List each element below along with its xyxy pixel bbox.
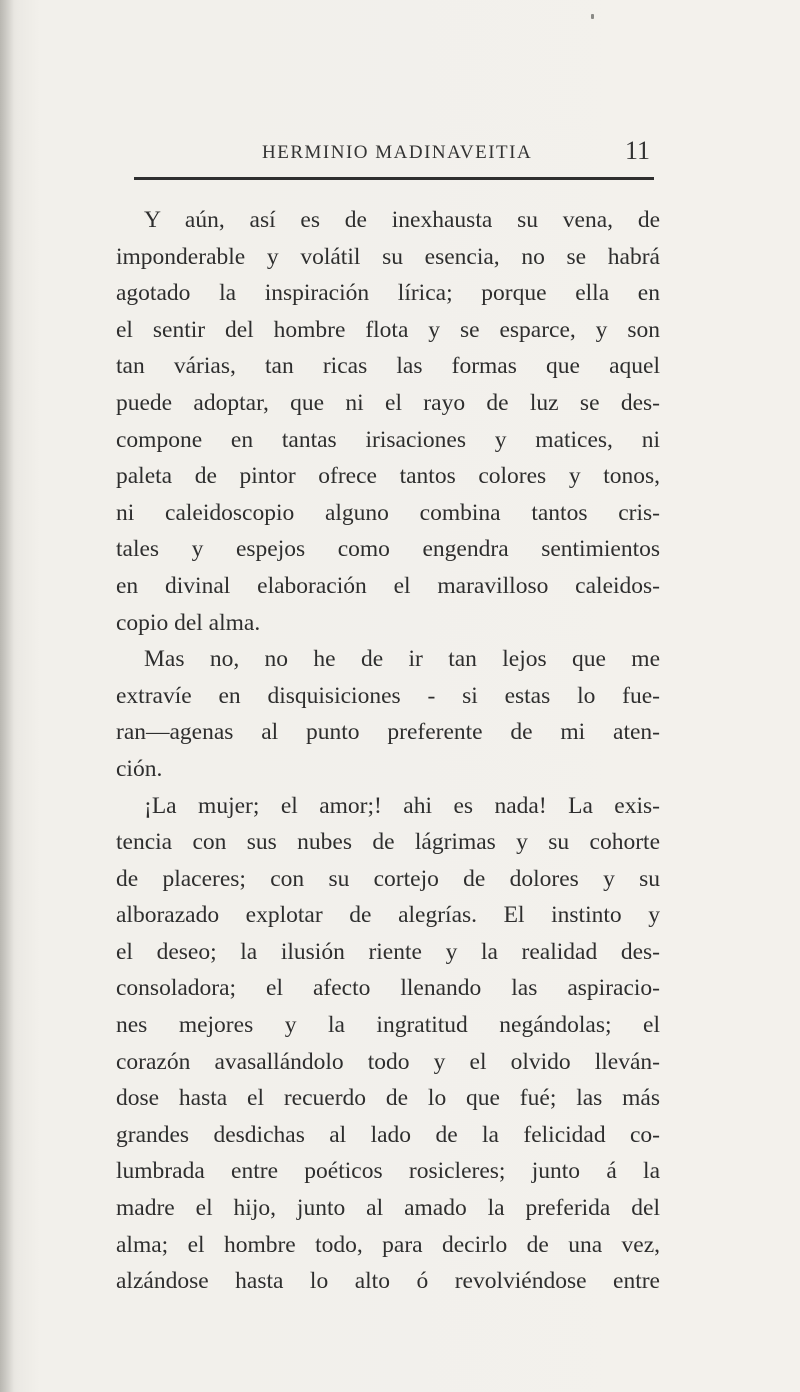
text-line: tan várias, tan ricas las formas que aquel [116, 353, 660, 380]
text-line: de placeres; con su cortejo de dolores y su [116, 865, 660, 892]
text-line: el sentir del hombre flota y se esparce, y son [116, 316, 660, 343]
running-head: HERMINIO MADINAVEITIA [262, 142, 533, 163]
page-number: 11 [624, 136, 650, 165]
text-line: madre el hijo, junto al amado la preferida del [116, 1195, 660, 1222]
text-line: compone en tantas irisaciones y matices, ni [116, 426, 660, 453]
text-line: nes mejores y la ingratitud negándolas; el [116, 1012, 660, 1039]
text-line: grandes desdichas al lado de la felicidad co- [116, 1121, 660, 1148]
text-line: imponderable y volátil su esencia, no se habrá [116, 243, 660, 270]
text-line: corazón avasallándolo todo y el olvido lleván- [116, 1048, 660, 1075]
text-line: paleta de pintor ofrece tantos colores y tonos, [116, 463, 660, 490]
spine-shadow [0, 0, 14, 1392]
text-line: ni caleidoscopio alguno combina tantos cris- [116, 499, 660, 526]
text-line: ción. [116, 755, 163, 782]
text-line: dose hasta el recuerdo de lo que fué; las más [116, 1085, 660, 1112]
text-line: alzándose hasta lo alto ó revolviéndose entre [116, 1268, 660, 1295]
text-line: en divinal elaboración el maravilloso caleidos- [116, 572, 660, 599]
header-rule [134, 177, 654, 180]
text-line: lumbrada entre poéticos rosicleres; junto á la [116, 1158, 660, 1185]
text-line: alborazado explotar de alegrías. El instinto y [116, 902, 660, 929]
text-line: ran—agenas al punto preferente de mi aten- [116, 719, 660, 746]
text-line: consoladora; el afecto llenando las aspiracio- [116, 975, 660, 1002]
text-line: agotado la inspiración lírica; porque ella en [116, 280, 660, 307]
text-line: extravíe en disquisiciones - si estas lo fue- [116, 682, 660, 709]
text-line: ¡La mujer; el amor;! ahi es nada! La exis- [144, 792, 660, 819]
text-line: puede adoptar, que ni el rayo de luz se des- [116, 389, 660, 416]
page-header [134, 136, 654, 172]
text-line: tales y espejos como engendra sentimientos [116, 536, 660, 563]
text-line: el deseo; la ilusión riente y la realidad des- [116, 938, 660, 965]
paper-speck [591, 14, 594, 19]
text-line: copio del alma. [116, 609, 261, 636]
text-line: Y aún, así es de inexhausta su vena, de [144, 207, 660, 233]
body-text [116, 202, 660, 1300]
text-line: tencia con sus nubes de lágrimas y su cohorte [116, 829, 660, 856]
text-line: alma; el hombre todo, para decirlo de una vez, [116, 1231, 660, 1258]
text-line: Mas no, no he de ir tan lejos que me [144, 646, 660, 673]
